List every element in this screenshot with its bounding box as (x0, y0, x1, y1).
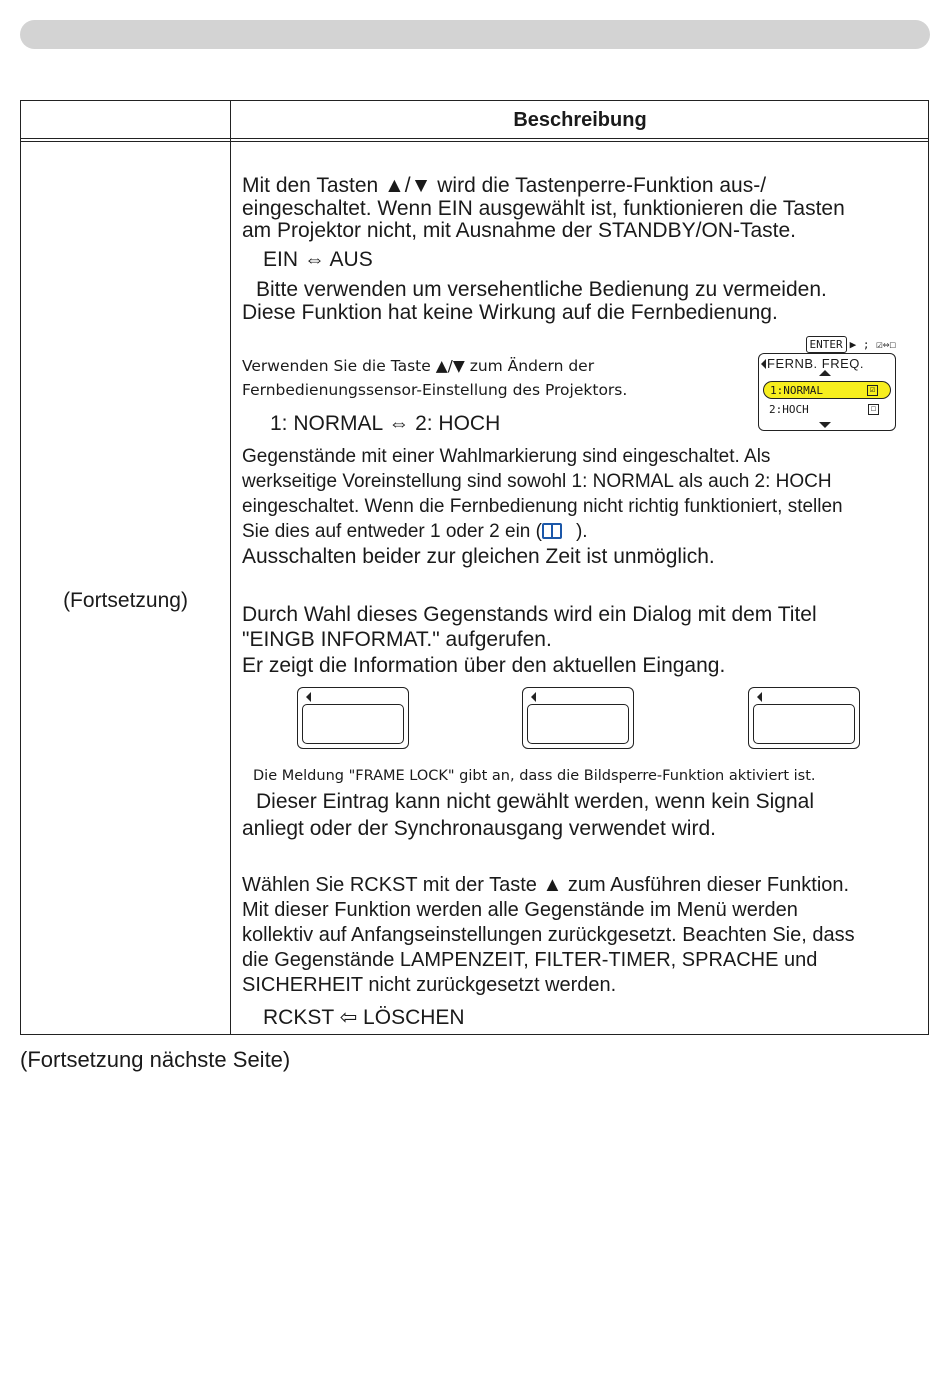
arrow-up-icon (819, 370, 831, 376)
reset-text-2: Mit dieser Funktion werden alle Gegenstände im Menü werden (242, 899, 798, 921)
dialog-content (753, 704, 855, 744)
remote-para-3: eingeschaltet. Wenn die Fernbedienung nicht richtig funktioniert, stellen (242, 496, 843, 517)
book-reference-icon[interactable] (542, 523, 562, 539)
arrow-down-icon (819, 422, 831, 428)
osd-symbols: ▶ ; ☑⇔☐ (849, 337, 896, 351)
inputinfo-text-3: Er zeigt die Information über den aktuellen Eingang. (242, 654, 726, 677)
keylock-text-3: am Projektor nicht, mit Ausnahme der STANDBY/ON-Taste. (242, 219, 796, 242)
reset-text-1: Wählen Sie RCKST mit der Taste ▲ zum Ausführen dieser Funktion. (242, 874, 850, 896)
remote-para-2: werkseitige Voreinstellung sind sowohl 1: NORMAL als auch 2: HOCH (242, 471, 832, 492)
column-header: Beschreibung (513, 109, 647, 131)
inputinfo-text-1: Durch Wahl dieses Gegenstands wird ein Dialog mit dem Titel (242, 603, 817, 626)
continued-note: (Fortsetzung nächste Seite) (20, 1047, 291, 1072)
remote-para-1: Gegenstände mit einer Wahlmarkierung sind eingeschaltet. Als (242, 446, 771, 467)
osd-option-hoch[interactable]: 2:HOCH ☐ (763, 401, 891, 419)
framelock-note: Die Meldung "FRAME LOCK" gibt an, dass die Bildsperre-Funktion aktiviert ist. (253, 768, 816, 784)
remote-para-4 (242, 519, 588, 544)
dialog-content (527, 704, 629, 744)
remote-para-4-start: Sie dies auf entweder 1 oder 2 ein ( (242, 521, 542, 542)
reset-toggle: RCKST ⇦ LÖSCHEN (263, 1006, 465, 1029)
header-bar (20, 20, 930, 49)
arrow-left-icon (761, 359, 766, 369)
osd-title: FERNB. FREQ. (767, 356, 865, 371)
inputinfo-note-2: anliegt oder der Synchronausgang verwendet wird. (242, 817, 716, 840)
osd-panel (758, 353, 896, 431)
header-rule-double (21, 141, 928, 142)
remote-text-1: Verwenden Sie die Taste ▲/▼ zum Ändern der (242, 357, 595, 375)
arrow-left-icon (757, 692, 762, 702)
header-rule (21, 138, 928, 139)
reset-text-3: kollektiv auf Anfangseinstellungen zurückgesetzt. Beachten Sie, dass (242, 924, 855, 946)
description-table (20, 100, 929, 1035)
inputinfo-note-1: Dieser Eintrag kann nicht gewählt werden, wenn kein Signal (256, 790, 814, 813)
remote-text-2: Fernbedienungssensor-Einstellung des Projektors. (242, 381, 628, 399)
enter-key-icon: ENTER (806, 336, 847, 353)
item-label: (Fortsetzung) (63, 589, 188, 612)
remote-para-4-end: ). (575, 521, 588, 542)
checked-icon: ☑ (867, 385, 878, 396)
remote-toggle: 1: NORMAL ⇔ 2: HOCH (270, 412, 501, 435)
keylock-toggle: EIN ⇔ AUS (263, 248, 373, 271)
reset-text-4: die Gegenstände LAMPENZEIT, FILTER-TIMER, SPRACHE und (242, 949, 818, 971)
remote-freq-osd (758, 335, 898, 433)
keylock-text-1: Mit den Tasten ▲/▼ wird die Tastenperre-Funktion aus-/ (242, 174, 767, 197)
arrow-left-icon (306, 692, 311, 702)
inputinfo-text-2: "EINGB INFORMAT." aufgerufen. (242, 628, 552, 651)
reset-text-5: SICHERHEIT nicht zurückgesetzt werden. (242, 974, 617, 996)
input-info-dialog-1 (297, 687, 409, 749)
keylock-note-2: Diese Funktion hat keine Wirkung auf die Fernbedienung. (242, 301, 778, 324)
remote-note: Ausschalten beider zur gleichen Zeit ist unmöglich. (242, 545, 715, 568)
unchecked-icon: ☐ (868, 404, 879, 415)
osd-option-normal[interactable]: 1:NORMAL ☑ (763, 381, 891, 399)
input-info-dialog-3 (748, 687, 860, 749)
dialog-content (302, 704, 404, 744)
osd-key-hint (806, 335, 896, 353)
arrow-left-icon (531, 692, 536, 702)
column-divider (230, 101, 231, 1034)
input-info-dialog-2 (522, 687, 634, 749)
keylock-text-2: eingeschaltet. Wenn EIN ausgewählt ist, funktionieren die Tasten (242, 197, 845, 220)
keylock-note-1: Bitte verwenden um versehentliche Bedienung zu vermeiden. (256, 278, 827, 301)
